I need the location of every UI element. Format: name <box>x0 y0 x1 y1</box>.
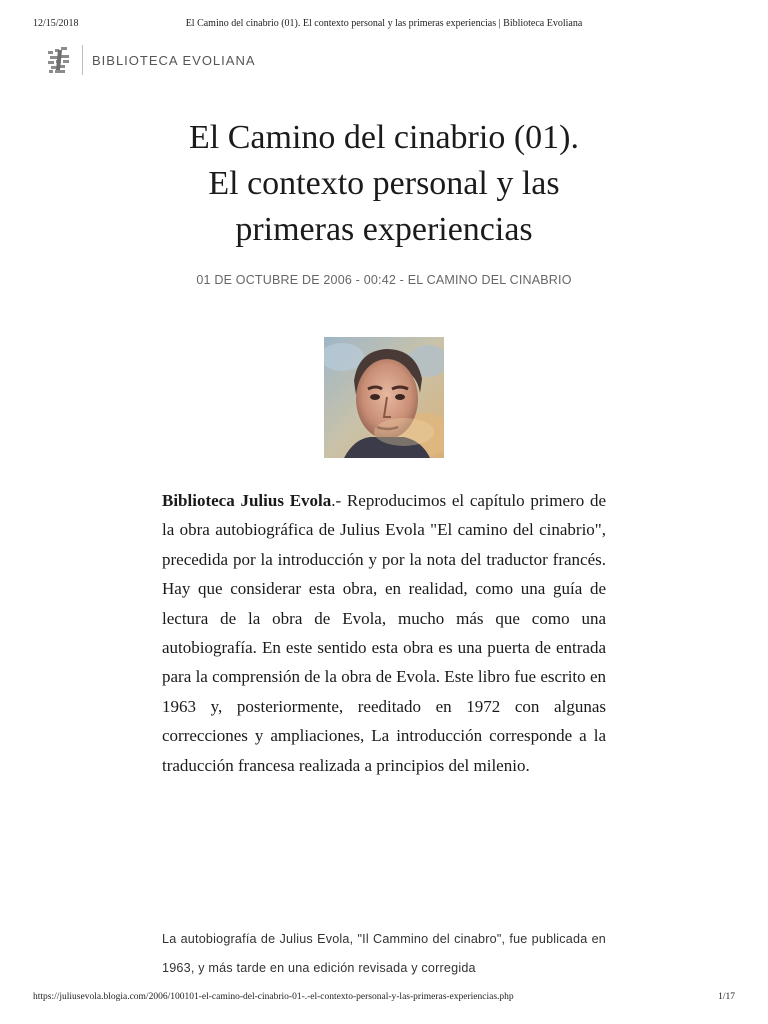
print-page-number: 1/17 <box>718 992 735 1002</box>
intro-text: .- Reproducimos el capítulo primero de la obra autobiográfica de Julius Evola "El camino del cinabrio", precedida por la introducción y por la nota del traductor francés. Hay que considerar esta obra, en realidad, como una guía de lectura de la obra de Evola, mucho más que como una autobiografía. En este sentido esta obra es una puerta de entrada para la comprensión de la obra de Evola. Este libro fue escrito en 1963 y, posteriormente, reeditado en 1972 con algunas correcciones y ampliaciones, La introducción corresponde a la traducción francesa realizada a principios del milenio. <box>162 491 607 775</box>
site-name-link[interactable]: BIBLIOTECA EVOLIANA <box>92 52 256 68</box>
print-date: 12/15/2018 <box>33 18 79 29</box>
title-line-2: El contexto personal y las <box>208 165 560 202</box>
print-page-title: El Camino del cinabrio (01). El contexto personal y las primeras experiencias | Biblioteca Evoliana <box>185 18 583 29</box>
intro-paragraph <box>162 486 606 780</box>
biblioteca-evoliana-logo-icon[interactable] <box>47 46 71 74</box>
article-title <box>100 115 668 253</box>
title-line-1: El Camino del cinabrio (01). <box>189 119 579 156</box>
author-portrait-icon <box>324 337 444 458</box>
article-meta: 01 DE OCTUBRE DE 2006 - 00:42 - EL CAMINO DEL CINABRIO <box>196 273 572 287</box>
site-header <box>47 44 256 76</box>
intro-bold-lead: Biblioteca Julius Evola <box>162 491 332 510</box>
print-url: https://juliusevola.blogia.com/2006/100101-el-camino-del-cinabrio-01-.-el-contexto-personal-y-las-primeras-experiencias.php <box>33 992 514 1002</box>
body-paragraph: La autobiografía de Julius Evola, "Il Cammino del cinabro", fue publicada en 1963, y más tarde en una edición revisada y corregida <box>162 932 606 975</box>
header-divider <box>82 45 83 75</box>
title-line-3: primeras experiencias <box>235 211 533 248</box>
